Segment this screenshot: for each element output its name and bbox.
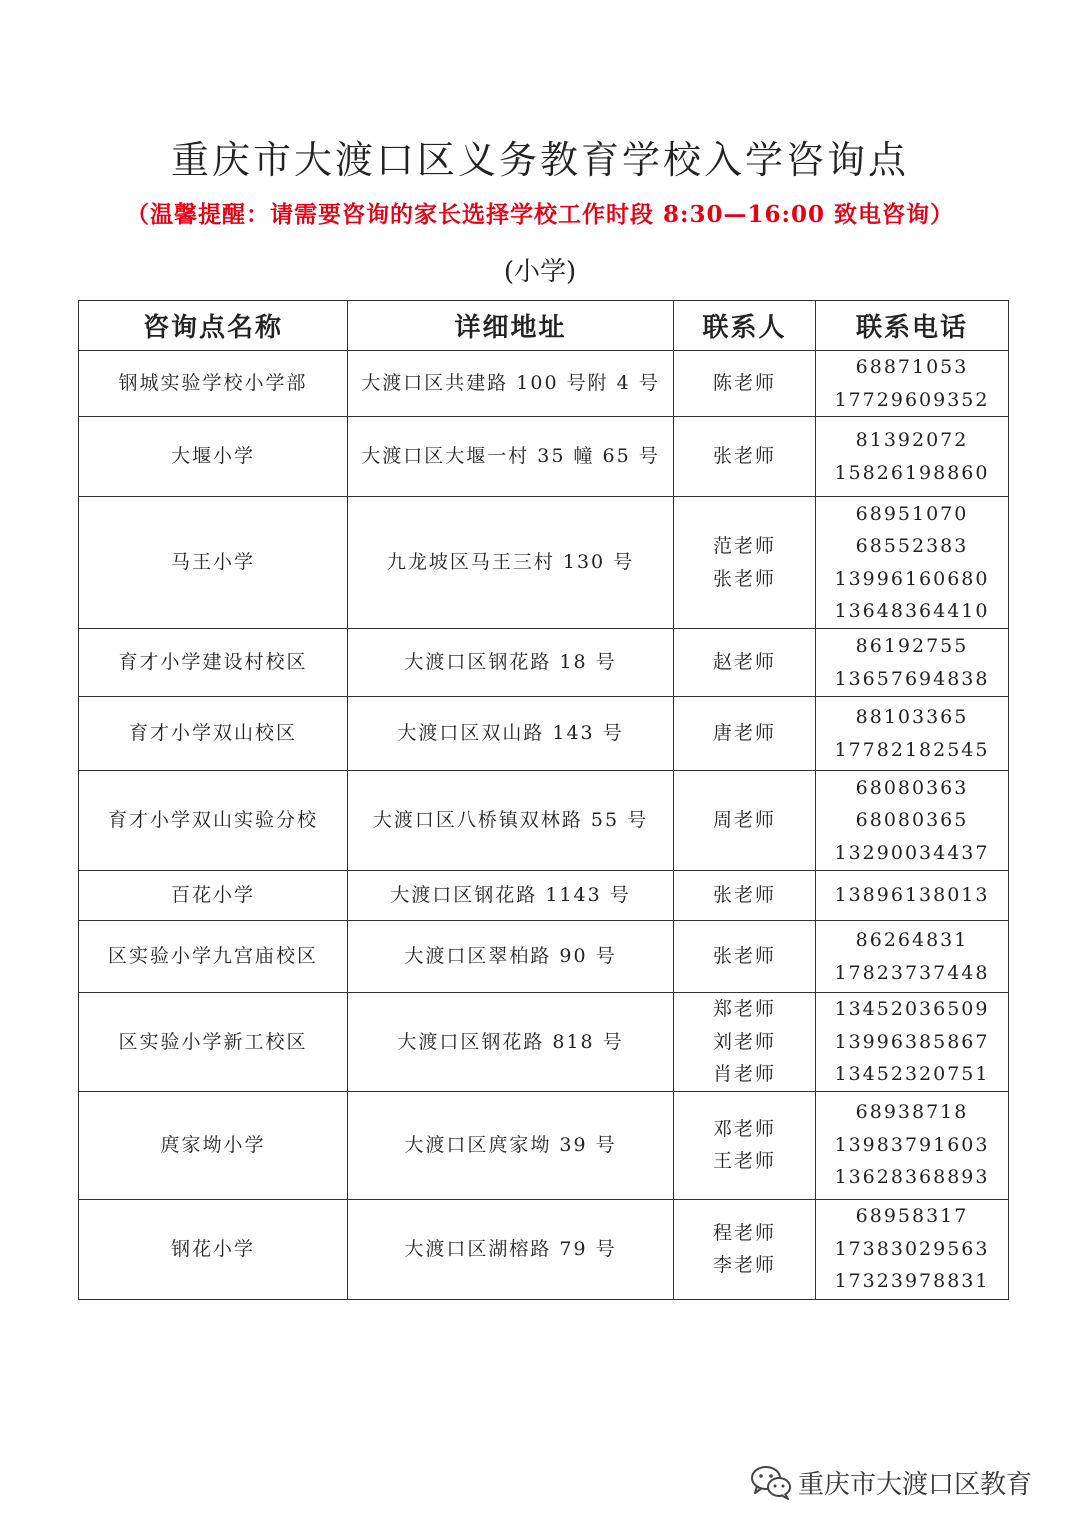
phone-number: 86264831 (855, 929, 969, 951)
contact-cell (674, 921, 816, 993)
header-contact: 联系人 (674, 301, 816, 351)
phone-number: 13983791603 (834, 1133, 990, 1156)
source-watermark (750, 1464, 1032, 1500)
school-address: 大渡口区双山路 143 号 (348, 697, 674, 771)
watermark-text: 重庆市大渡口区教育 (798, 1469, 1033, 1500)
school-address: 大渡口区湖榕路 79 号 (348, 1199, 674, 1299)
contact-person: 范老师 (712, 535, 776, 557)
table-row (79, 1199, 1009, 1299)
phone-number: 13648364410 (834, 600, 990, 622)
phone-number: 17383029563 (834, 1237, 990, 1260)
table-row (79, 629, 1009, 697)
phone-cell (816, 497, 1009, 629)
contact-person: 郑老师 (712, 998, 776, 1020)
table-row (79, 771, 1009, 871)
table-header-row (79, 301, 1009, 351)
contact-person: 刘老师 (712, 1030, 776, 1053)
phone-number: 68938718 (855, 1101, 969, 1124)
phone-cell (816, 921, 1009, 993)
table-row (79, 993, 1009, 1092)
phone-number: 13452320751 (834, 1063, 990, 1085)
consultation-table (78, 300, 1009, 1300)
contact-person: 张老师 (712, 567, 776, 590)
phone-number: 17782182545 (834, 738, 990, 761)
contact-cell (674, 417, 816, 497)
contact-person: 陈老师 (712, 372, 776, 395)
school-name: 钢花小学 (79, 1199, 348, 1299)
phone-number: 68958317 (855, 1205, 969, 1228)
phone-number: 13996385867 (834, 1030, 990, 1053)
page-title: 重庆市大渡口区义务教育学校入学咨询点 (170, 138, 909, 182)
phone-cell (816, 629, 1009, 697)
phone-cell (816, 1199, 1009, 1299)
school-address: 九龙坡区马王三村 130 号 (348, 497, 674, 629)
phone-cell (816, 771, 1009, 871)
school-address: 大渡口区钢花路 1143 号 (348, 871, 674, 921)
table-row (79, 921, 1009, 993)
contact-person: 张老师 (712, 884, 776, 907)
table-row (79, 497, 1009, 629)
phone-number: 68951070 (855, 502, 969, 525)
school-name: 百花小学 (79, 871, 348, 921)
table-row (79, 871, 1009, 921)
school-name: 马王小学 (79, 497, 348, 629)
school-address: 大渡口区庹家坳 39 号 (348, 1091, 674, 1199)
contact-person: 程老师 (712, 1221, 776, 1244)
phone-number: 68080363 (855, 776, 969, 799)
phone-number: 13996160680 (834, 567, 990, 590)
school-name: 庹家坳小学 (79, 1091, 348, 1199)
contact-cell (674, 1199, 816, 1299)
contact-person: 周老师 (712, 809, 776, 832)
header-phone: 联系电话 (816, 301, 1009, 351)
phone-number: 68080365 (855, 809, 969, 832)
phone-number: 13452036509 (834, 998, 990, 1020)
phone-number: 17729609352 (834, 388, 990, 411)
phone-number: 88103365 (855, 706, 969, 728)
contact-person: 唐老师 (712, 722, 776, 745)
contact-person: 赵老师 (712, 651, 776, 674)
contact-cell (674, 697, 816, 771)
school-name: 育才小学建设村校区 (79, 629, 348, 697)
contact-person: 肖老师 (712, 1063, 776, 1085)
phone-number: 68552383 (855, 535, 969, 557)
phone-number: 81392072 (855, 429, 969, 451)
contact-cell (674, 771, 816, 871)
table-row (79, 1091, 1009, 1199)
school-address: 大渡口区大堰一村 35 幢 65 号 (348, 417, 674, 497)
phone-number: 13896138013 (834, 884, 990, 907)
school-address: 大渡口区八桥镇双林路 55 号 (348, 771, 674, 871)
table-row (79, 417, 1009, 497)
school-name: 区实验小学新工校区 (79, 993, 348, 1092)
school-address: 大渡口区钢花路 18 号 (348, 629, 674, 697)
phone-number: 13290034437 (834, 841, 990, 864)
phone-number: 13657694838 (834, 667, 990, 690)
reminder-note: （温馨提醒：请需要咨询的家长选择学校工作时段 8:30—16:00 致电咨询） (125, 201, 955, 228)
school-name: 育才小学双山校区 (79, 697, 348, 771)
phone-cell (816, 993, 1009, 1092)
contact-cell (674, 629, 816, 697)
contact-person: 王老师 (712, 1150, 776, 1172)
header-address: 详细地址 (348, 301, 674, 351)
contact-person: 李老师 (712, 1254, 776, 1276)
contact-cell (674, 351, 816, 417)
school-name: 区实验小学九宫庙校区 (79, 921, 348, 993)
contact-person: 邓老师 (712, 1117, 776, 1140)
wechat-icon (750, 1464, 792, 1500)
phone-cell (816, 871, 1009, 921)
contact-cell (674, 1091, 816, 1199)
contact-cell (674, 871, 816, 921)
phone-number: 15826198860 (834, 461, 990, 484)
contact-person: 张老师 (712, 945, 776, 968)
contact-cell (674, 993, 816, 1092)
table-row (79, 697, 1009, 771)
table-row (79, 351, 1009, 417)
contact-cell (674, 497, 816, 629)
school-name: 钢城实验学校小学部 (79, 351, 348, 417)
phone-cell (816, 351, 1009, 417)
section-subtitle: (小学) (503, 257, 577, 287)
school-name: 大堰小学 (79, 417, 348, 497)
phone-number: 17323978831 (834, 1270, 990, 1293)
header-name: 咨询点名称 (79, 301, 348, 351)
phone-number: 17823737448 (834, 961, 990, 984)
school-address: 大渡口区钢花路 818 号 (348, 993, 674, 1092)
school-address: 大渡口区共建路 100 号附 4 号 (348, 351, 674, 417)
phone-number: 68871053 (855, 356, 969, 378)
phone-number: 86192755 (855, 635, 969, 657)
contact-person: 张老师 (712, 445, 776, 468)
phone-cell (816, 1091, 1009, 1199)
phone-cell (816, 697, 1009, 771)
phone-number: 13628368893 (834, 1166, 990, 1189)
school-address: 大渡口区翠柏路 90 号 (348, 921, 674, 993)
school-name: 育才小学双山实验分校 (79, 771, 348, 871)
phone-cell (816, 417, 1009, 497)
